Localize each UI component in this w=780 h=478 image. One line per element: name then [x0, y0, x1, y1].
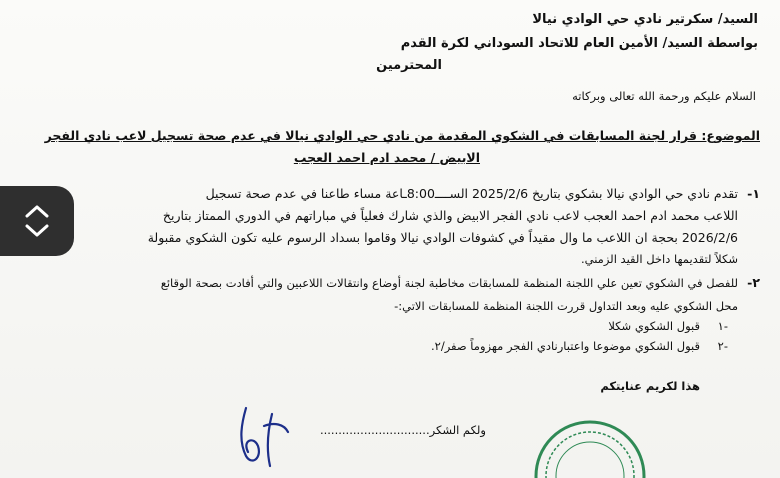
item-1-number: -١ — [747, 186, 760, 201]
chevron-down-icon[interactable] — [23, 223, 51, 239]
decision-2-text: قبول الشكوي موضوعا واعتبارنادي الفجر مهزوماً صفر/٢. — [430, 339, 700, 353]
handwritten-signature — [228, 400, 298, 470]
closing: هذا لكريم عنايتكم — [600, 379, 700, 393]
item-1-line-1: تقدم نادي حي الوادي نيالا بشكوي بتاريخ 2025/2/6 الســــ8:00ـاعة مساء طاعنا في عدم صحة تسجيل — [205, 186, 738, 201]
subject-line-1-text: الموضوع: قرار لجنة المسابقات في الشكوي المقدمة من نادي حي الوادي نيالا في عدم صحة تسجيل لاعب نادي الفجر — [44, 128, 760, 143]
scroll-control[interactable] — [0, 186, 74, 256]
item-2-line-1: للفصل في الشكوي تعين علي اللجنة المنظمة للمسابقات مخاطبة لجنة أوضاع وانتقالات اللاعبين والتي أفادت بصحة الوقائع — [160, 276, 738, 290]
recipient-line-2: بواسطة السيد/ الأمين العام للاتحاد السوداني لكرة القدم — [400, 36, 758, 51]
item-2-line-2: محل الشكوي عليه وبعد التداول قررت اللجنة المنظمة للمسابقات الاتي:- — [394, 299, 738, 313]
item-1-line-3: 2026/2/6 بحجة ان اللاعب ما وال مقيداً في كشوفات الوادي نيالا وقاموا بسداد الرسوم عليه تكون الشكوي مقبولة — [147, 230, 738, 245]
subject-line-2-text: الابيض / محمد ادم احمد العجب — [293, 150, 480, 165]
subject-line-2 — [294, 150, 480, 165]
chevron-up-icon[interactable] — [23, 203, 51, 219]
greeting: السلام عليكم ورحمة الله تعالى وبركاته — [572, 89, 756, 103]
item-1-line-4: شكلاً لتقديمها داخل القيد الزمني. — [580, 252, 738, 266]
item-1-line-2: اللاعب محمد ادم احمد العجب لاعب نادي الفجر الابيض والذي شارك فعلياً في مباراتهم في الدوري الممتاز بتاريخ — [162, 208, 738, 223]
honorific: المحترمين — [376, 58, 442, 73]
item-2-number: -٢ — [747, 275, 760, 290]
decision-2-number: ٢- — [717, 339, 728, 353]
recipient-line-1: السيد/ سكرتير نادي حي الوادي نيالا — [532, 12, 758, 27]
decision-1-number: ١- — [717, 319, 728, 333]
thanks-line: ولكم الشكر.............................. — [319, 423, 486, 437]
decision-1-text: قبول الشكوي شكلا — [608, 319, 700, 333]
subject-line-1 — [45, 128, 760, 143]
official-stamp — [530, 418, 650, 478]
